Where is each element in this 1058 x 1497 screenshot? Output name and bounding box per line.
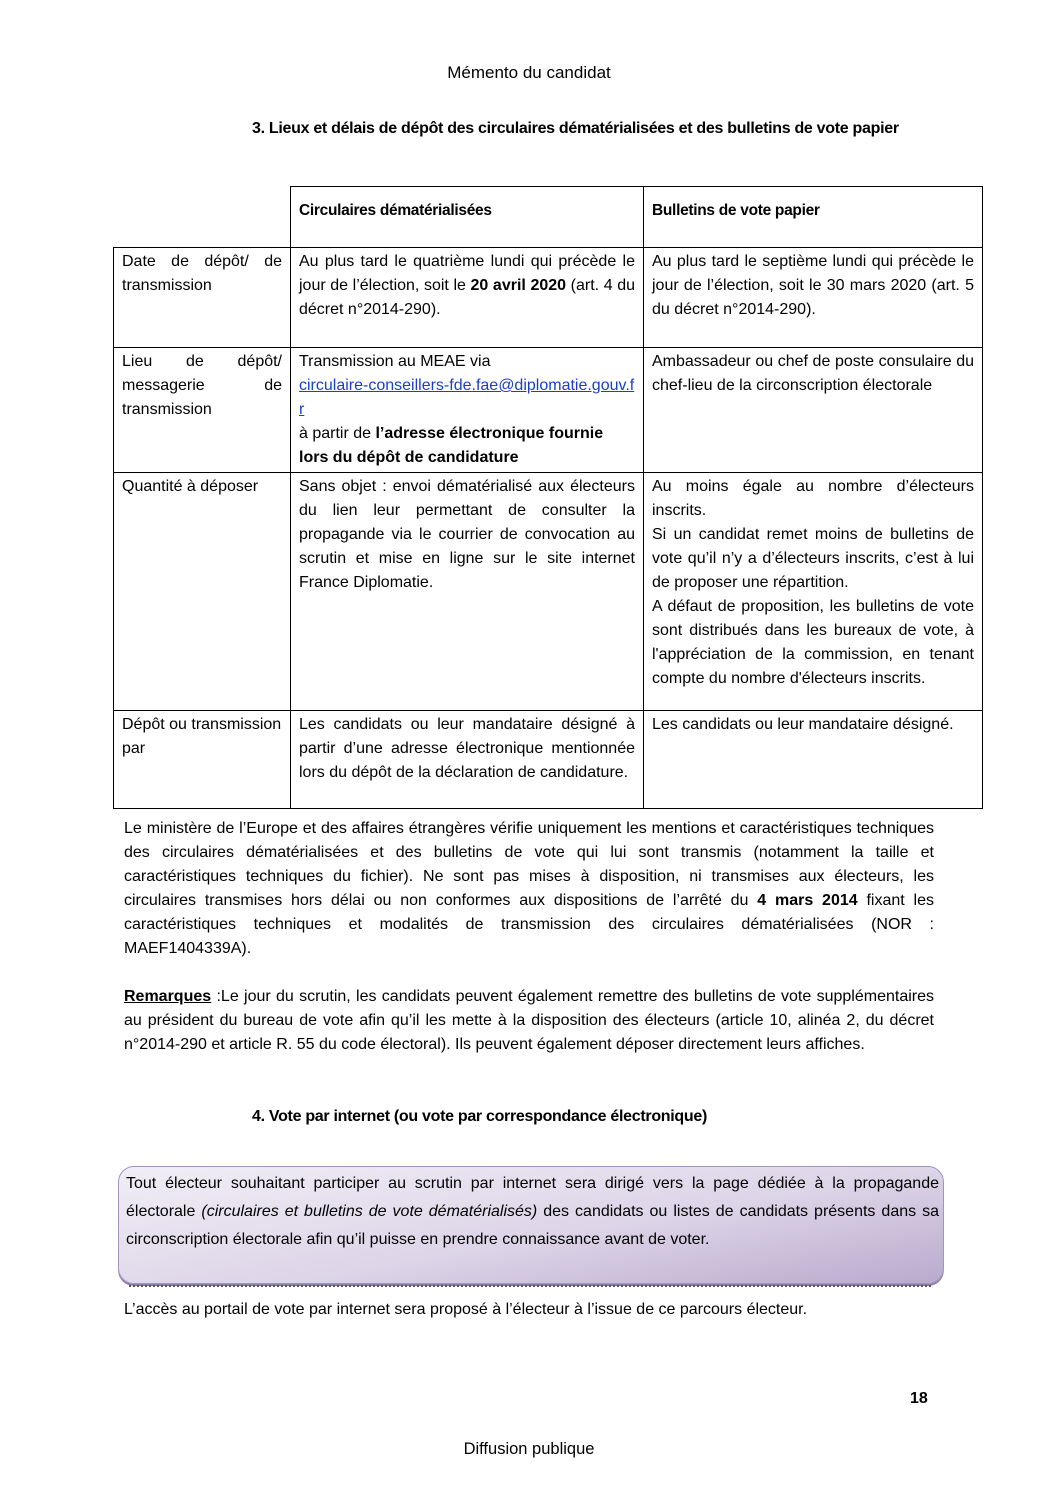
remarks-paragraph <box>124 985 934 1057</box>
callout-text: des candidats ou listes de candidats présents dans sa circonscription électorale afin qu’il puisse en prendre connaissance avant de voter. <box>126 1203 940 1248</box>
cell-text: Transmission au MEAE via <box>299 353 491 370</box>
column-header-circulaires: Circulaires dématérialisées <box>291 187 644 248</box>
cell-circulaires <box>291 348 644 473</box>
callout-italic-text: (circulaires et bulletins de vote dématérialisés) <box>201 1203 538 1220</box>
table-row <box>114 248 983 348</box>
page-number: 18 <box>910 1390 928 1407</box>
paragraph-text: Le ministère de l’Europe et des affaires étrangères vérifie uniquement les mentions et caractéristiques techniques des circulaires dématérialisées et des bulletins de vote qui lui sont transmis (notamment la taille et caractéristiques techniques du fichier). Ne sont pas mises à disposition, ni transmises aux électeurs, les circulaires transmises hors délai ou non conformes aux dispositions de l’arrêté du <box>124 820 934 909</box>
column-header-bulletins: Bulletins de vote papier <box>644 187 983 248</box>
cell-bulletins <box>644 473 983 711</box>
section-3-title: 3. Lieux et délais de dépôt des circulaires dématérialisées et des bulletins de vote papier <box>252 120 899 137</box>
table-header-blank <box>114 187 291 248</box>
cell-circulaires <box>291 248 644 348</box>
cell-text: A défaut de proposition, les bulletins de vote sont distribués dans les bureaux de vote, à l'appréciation de la commission, en tenant compte du nombre d'électeurs inscrits. <box>652 598 974 687</box>
closing-paragraph: L’accès au portail de vote par internet sera proposé à l’électeur à l’issue de ce parcours électeur. <box>124 1301 808 1318</box>
cell-text: à partir de <box>299 425 376 442</box>
table-row <box>114 348 983 473</box>
row-label: Date de dépôt/ de transmission <box>114 248 291 348</box>
deposit-table <box>113 186 983 809</box>
footer-classification: Diffusion publique <box>463 1440 595 1458</box>
cell-text: Au plus tard le quatrième lundi qui précède le jour de l’élection, soit le <box>299 253 635 294</box>
internet-vote-callout <box>118 1166 944 1284</box>
cell-text: Si un candidat remet moins de bulletins de vote qu’il n’y a d’électeurs inscrits, c’est à lui de proposer une répartition. <box>652 526 974 591</box>
table-row <box>114 473 983 711</box>
remarks-label: Remarques <box>124 988 212 1005</box>
running-header: Mémento du candidat <box>447 63 611 82</box>
row-label: Dépôt ou transmission par <box>114 711 291 809</box>
table-row <box>114 711 983 809</box>
paragraph-text: fixant les caractéristiques techniques et modalités de transmission des circulaires dématérialisées (NOR : MAEF1404339A). <box>124 892 934 957</box>
email-link[interactable]: circulaire-conseillers-fde.fae@diplomatie.gouv.fr <box>299 377 635 418</box>
cell-bulletins: Les candidats ou leur mandataire désigné. <box>644 711 983 809</box>
cell-circulaires: Sans objet : envoi dématérialisé aux électeurs du lien leur permettant de consulter la propagande via le courrier de convocation au scrutin et mise en ligne sur le site internet France Diplomatie. <box>291 473 644 711</box>
table-header-row <box>114 187 983 248</box>
cell-bold-text: l’adresse électronique fournie lors du dépôt de candidature <box>299 425 604 466</box>
callout-text: Tout électeur souhaitant participer au scrutin par internet sera dirigé vers la page dédiée à la propagande électorale <box>126 1175 939 1220</box>
ministry-paragraph <box>124 817 934 961</box>
cell-circulaires: Les candidats ou leur mandataire désigné à partir d’une adresse électronique mentionnée lors du dépôt de la déclaration de candidature. <box>291 711 644 809</box>
cell-text: Au moins égale au nombre d’électeurs inscrits. <box>652 478 974 519</box>
cell-text: (art. 4 du décret n°2014-290). <box>299 277 635 318</box>
paragraph-bold-date: 4 mars 2014 <box>757 892 858 909</box>
cell-bulletins: Au plus tard le septième lundi qui précède le jour de l’élection, soit le 30 mars 2020 (art. 5 du décret n°2014-290). <box>644 248 983 348</box>
remarks-text: :Le jour du scrutin, les candidats peuvent également remettre des bulletins de vote supplémentaires au président du bureau de vote afin qu’il les mette à la disposition des électeurs (article 10, alinéa 2, du décret n°2014-290 et article R. 55 du code électoral). Ils peuvent également déposer directement leurs affiches. <box>124 988 934 1053</box>
cell-bulletins: Ambassadeur ou chef de poste consulaire du chef-lieu de la circonscription électorale <box>644 348 983 473</box>
row-label: Quantité à déposer <box>114 473 291 711</box>
cell-bold-date: 20 avril 2020 <box>470 277 567 294</box>
row-label: Lieu de dépôt/ messagerie de transmission <box>114 348 291 473</box>
section-4-title: 4. Vote par internet (ou vote par correspondance électronique) <box>252 1108 707 1125</box>
